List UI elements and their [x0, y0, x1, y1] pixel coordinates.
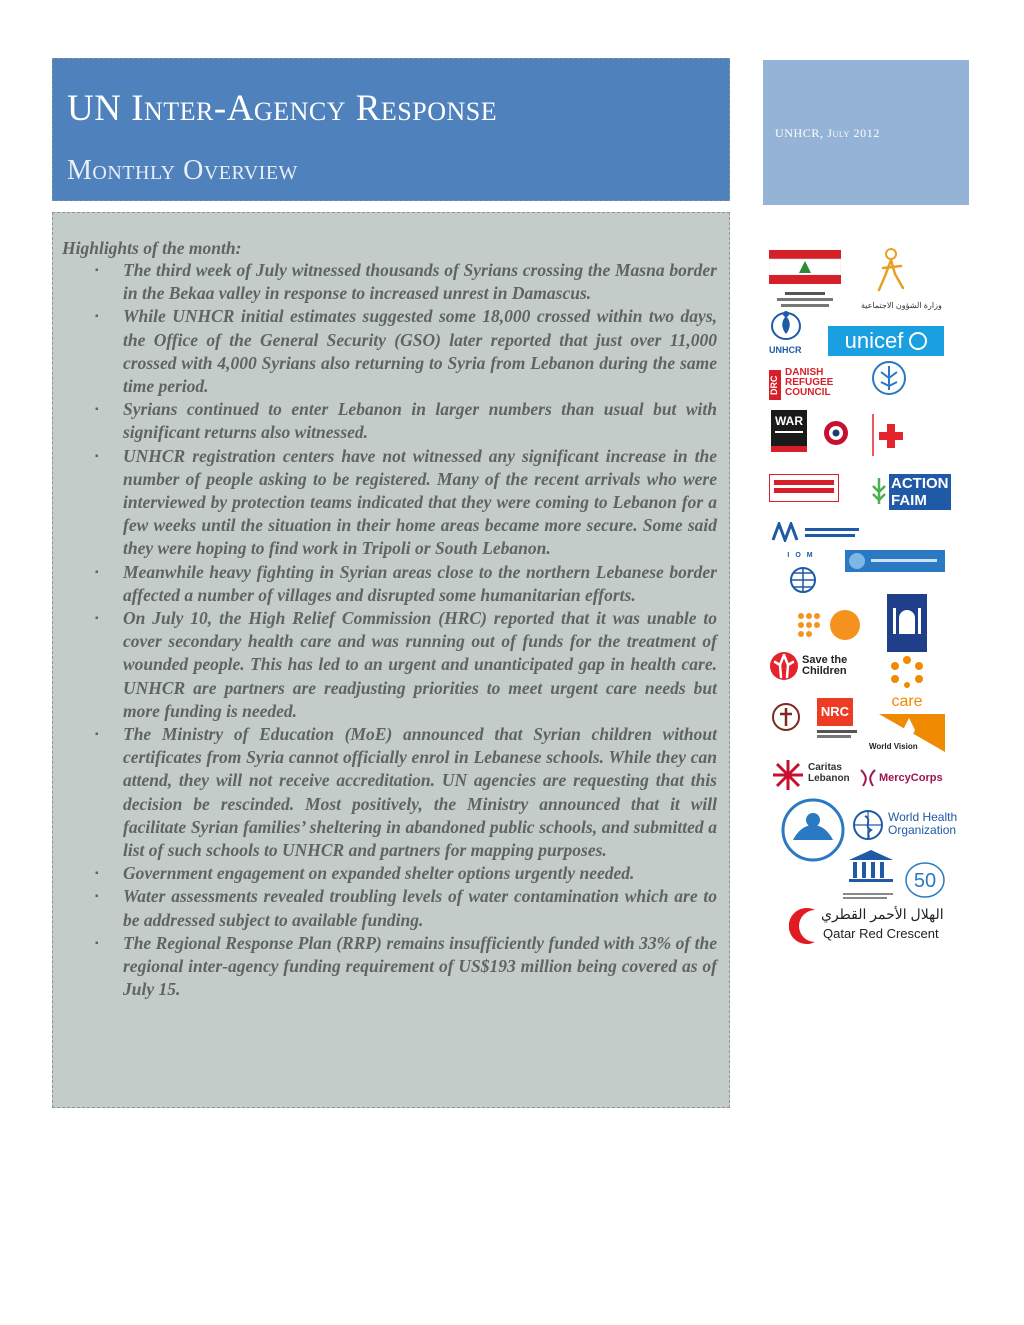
highlight-item: ▪ The Ministry of Education (MoE) announced that Syrian children without certificates from Syria cannot officially enrol in Lebanese schools. While they can attend, they will not receive accreditation. UN agencies are requesting that this decision be rescinded. Most positively, the Ministry announced that it will facilitate Syrian families’ sheltering in abandoned public schools, and submitted a list of such schools to UNHCR and partners for mapping purposes.	[95, 724, 717, 861]
highlight-item: ▪ While UNHCR initial estimates suggested some 18,000 crossed within two days, the Office of the General Security (GSO) later reported that just over 11,000 crossed with 4,000 Syrians also returning to Syria from Lebanon during the same time period.	[95, 306, 717, 397]
handprint-icon	[849, 553, 865, 569]
bullet-icon: ▪	[95, 311, 99, 323]
bullet-icon: ▪	[95, 613, 99, 625]
highlight-item: ▪ Syrians continued to enter Lebanon in larger numbers than usual but with significant returns also witnessed.	[95, 399, 717, 443]
date-panel	[763, 60, 969, 205]
relief-emblem-logo	[775, 796, 851, 864]
highlight-item: ▪ The third week of July witnessed thousands of Syrians crossing the Masna border in the Bekaa valley in response to increased unrest in Damascus.	[95, 260, 717, 304]
iom-logo: IOM	[785, 556, 821, 604]
who-logo: World Health Organization	[851, 808, 963, 842]
highlight-item: ▪ The Regional Response Plan (RRP) remains insufficiently funded with 33% of the regional inter-agency funding requirement of US$193 million being covered as of July 15.	[95, 932, 717, 1000]
document-subtitle: Monthly Overview	[67, 155, 298, 186]
save-the-children-logo: Save the Children	[769, 650, 859, 684]
ministry-social-affairs-logo: وزارة الشؤون الاجتماعية	[861, 246, 959, 314]
bullet-icon: ▪	[95, 265, 99, 276]
bullet-icon: ▪	[95, 868, 99, 880]
highlights-list	[95, 259, 717, 1002]
caritas-lebanon-logo: Caritas Lebanon	[771, 758, 857, 792]
highlights-heading: Highlights of the month:	[62, 238, 242, 258]
emblem-logo	[821, 418, 851, 448]
highlights-panel	[52, 212, 730, 1108]
highlight-item: ▪ On July 10, the High Relief Commission (HRC) reported that it was unable to cover secondary health care and was running out of funds for the treatment of wounded people. This has led to an urgent and unanticipated gap in health care. UNHCR are partners are readjusting priorities to meet urgent care needs but more funding is needed.	[95, 608, 717, 721]
international-medical-corps-logo	[771, 522, 863, 544]
islamic-relief-logo	[887, 594, 927, 652]
bullet-icon: ▪	[95, 450, 99, 462]
blue-banner-logo	[845, 550, 945, 572]
globe-icon	[909, 332, 927, 350]
highlight-item: ▪ Meanwhile heavy fighting in Syrian areas close to the northern Lebanese border affected a number of villages and disrupted some humanitarian efforts.	[95, 561, 717, 605]
nrc-logo: NRC	[817, 698, 861, 746]
premiere-urgence-logo	[769, 474, 839, 502]
header-banner	[52, 58, 730, 201]
unhcr-logo: UNHCR	[769, 308, 809, 354]
bullet-icon: ▪	[95, 404, 99, 416]
unicef-logo: unicef	[828, 326, 944, 356]
highlight-item: ▪ Government engagement on expanded shelter options urgently needed.	[123, 862, 717, 885]
unfpa-logo	[795, 608, 861, 642]
document-title: UN Inter-Agency Response	[67, 88, 498, 129]
bullet-icon: ▪	[95, 891, 99, 903]
unesco-logo	[843, 848, 899, 898]
report-date: UNHCR, July 2012	[775, 126, 880, 140]
highlight-item: ▪ Water assessments revealed troubling levels of water contamination which are to be addressed subject to available funding.	[95, 886, 717, 930]
highlight-item: ▪ UNHCR registration centers have not witnessed any significant increase in the number of people asking to be registered. Many of the recent arrivals who were interviewed by protection teams indicated that they were coming to Lebanon for a few weeks until the situation in their home areas became more secure. Some said they were hoping to find work in Tripoli or South Lebanon.	[95, 445, 717, 559]
lebanon-government-logo	[769, 250, 841, 312]
world-vision-logo: World Vision	[869, 712, 947, 768]
mercy-corps-logo: MercyCorps	[859, 768, 945, 792]
red-cross-logo	[869, 410, 941, 460]
danish-refugee-council-logo: DRC DANISH REFUGEE COUNCIL	[769, 367, 834, 398]
bullet-icon: ▪	[95, 937, 99, 949]
care-logo: care	[887, 654, 927, 706]
qatar-red-crescent-logo: الهلال الأحمر القطري Qatar Red Crescent	[789, 904, 959, 948]
cross-emblem-logo	[771, 702, 801, 732]
unrwa-50-logo	[903, 860, 947, 900]
partner-logos	[765, 240, 965, 960]
bullet-icon: ▪	[95, 729, 99, 741]
svg-text:50: 50	[913, 870, 937, 892]
war-child-logo: WAR	[771, 410, 807, 452]
action-contre-la-faim-logo: ACTION FAIM	[871, 474, 947, 512]
bullet-icon: ▪	[95, 566, 99, 578]
wfp-logo	[869, 358, 909, 400]
